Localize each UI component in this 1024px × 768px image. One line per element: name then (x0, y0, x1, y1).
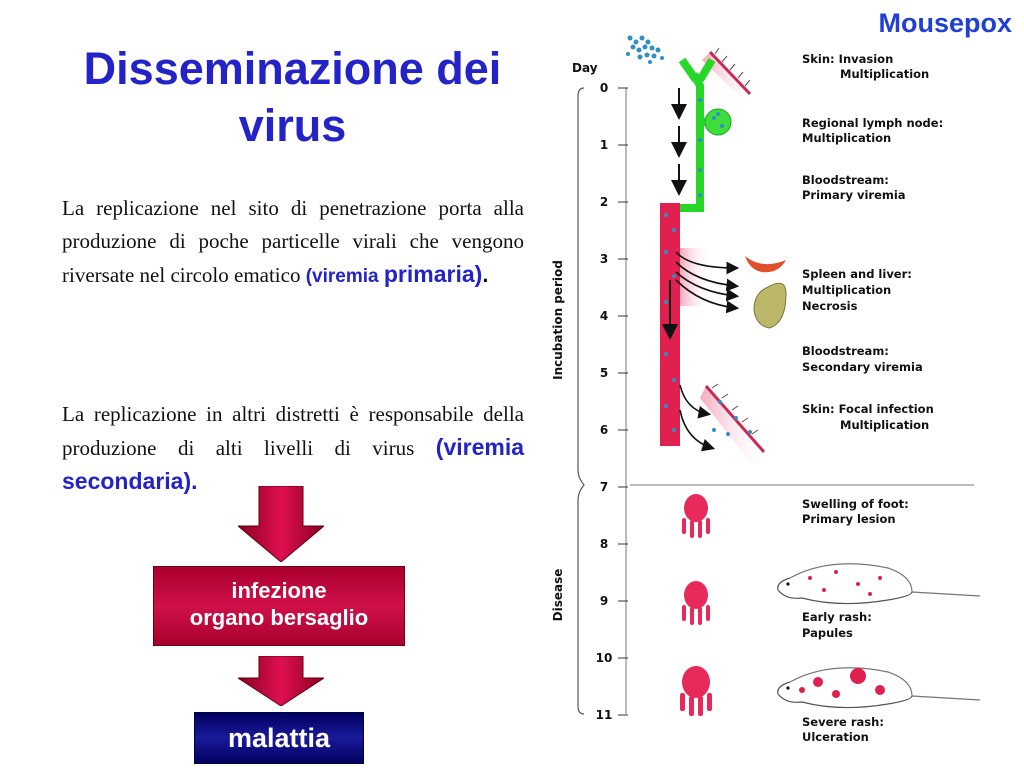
event-2-line-2: Primary viremia (802, 188, 906, 202)
spleen (745, 256, 786, 272)
down-arrow-1 (238, 486, 324, 562)
corner-title: Mousepox (878, 8, 1012, 38)
event-3-line-2: Multiplication (802, 283, 892, 297)
target-organ-infection-box (153, 566, 405, 646)
day-tick-1: 1 (599, 138, 609, 152)
event-3-line-1: Spleen and liver: (802, 267, 912, 281)
day-tick-3: 3 (599, 252, 609, 266)
paragraph-primary-viremia (62, 192, 524, 293)
down-arrow-2 (238, 656, 324, 706)
event-7-line-1: Early rash: (802, 610, 872, 624)
event-3-line-3: Necrosis (802, 299, 858, 313)
box1-line-2: organo bersaglio (189, 605, 369, 630)
day-tick-9: 9 (599, 594, 609, 608)
day-tick-2: 2 (599, 195, 609, 209)
page-title (40, 40, 545, 154)
box1-line-1: infezione (231, 578, 327, 603)
disease-period-label: Disease (551, 568, 565, 622)
event-8-line-2: Ulceration (802, 730, 869, 742)
day-tick-11: 11 (595, 708, 613, 722)
title-line-2: virus (238, 100, 347, 151)
liver (754, 283, 786, 328)
event-0-line-2: Multiplication (840, 67, 930, 81)
day-tick-8: 8 (599, 537, 609, 551)
para1-highlight-a: (viremia (305, 266, 384, 287)
day-tick-0: 0 (599, 81, 609, 95)
day-axis (596, 81, 628, 722)
para1-highlight-b: primaria) (383, 261, 483, 287)
bloodstream-vessel (660, 203, 710, 446)
virus-cluster (626, 36, 664, 65)
paragraph-secondary-viremia (62, 398, 524, 499)
para2-highlight: (viremia secondaria). (62, 434, 524, 494)
mousepox-pathogenesis-diagram (540, 30, 980, 742)
event-8-line-1: Severe rash: (802, 715, 884, 729)
incubation-period-label: Incubation period (551, 260, 565, 380)
foot-ulceration-icon (680, 666, 712, 716)
day-tick-4: 4 (599, 309, 609, 323)
period-bracket (578, 88, 584, 714)
skin-entry-site (702, 48, 758, 102)
event-6-line-2: Primary lesion (802, 512, 896, 526)
day-tick-5: 5 (599, 366, 609, 380)
title-line-1: Disseminazione dei (83, 43, 502, 94)
event-1-line-2: Multiplication (802, 131, 892, 145)
event-7-line-2: Papules (802, 626, 853, 640)
event-4-line-2: Secondary viremia (802, 360, 923, 374)
para1-end: . (482, 262, 489, 287)
mouse-severe-rash (778, 668, 980, 708)
para1-text: La replicazione nel sito di penetrazione porta alla produzione di poche particelle virali che vengono riversate nel circolo ematico (62, 196, 524, 287)
event-0-line-1: Skin: Invasion (802, 52, 894, 66)
event-4-line-1: Bloodstream: (802, 344, 889, 358)
event-2-line-1: Bloodstream: (802, 173, 889, 187)
skin-focal-site (700, 384, 768, 462)
event-5-line-2: Multiplication (840, 418, 930, 432)
lymphatic-vessel (676, 60, 731, 216)
day-tick-10: 10 (595, 651, 613, 665)
day-tick-7: 7 (599, 480, 609, 494)
day-label: Day (572, 61, 598, 75)
mouse-early-rash (778, 564, 980, 604)
foot-swelling-icon (682, 494, 710, 538)
foot-papules-icon (682, 581, 710, 625)
event-5-line-1: Skin: Focal infection (802, 402, 934, 416)
event-1-line-1: Regional lymph node: (802, 116, 944, 130)
day-tick-6: 6 (599, 423, 609, 437)
para2-text: La replicazione in altri distretti è responsabile della produzione di alti livelli di virus (62, 402, 524, 460)
disease-box: malattia (194, 712, 364, 764)
event-6-line-1: Swelling of foot: (802, 497, 909, 511)
